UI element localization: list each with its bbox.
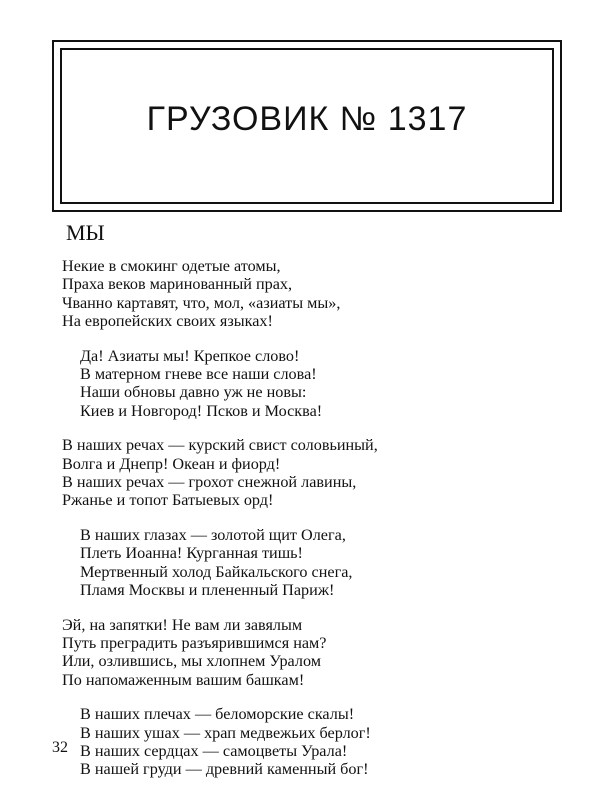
poem-line: На европейских своих языках! (62, 312, 273, 331)
poem-line: Некие в смокинг одетые атомы, (62, 257, 281, 275)
poem-line: В наших плечах — беломорские скалы! (80, 705, 355, 724)
stanza-1 (62, 257, 562, 331)
poem-line: По напомаженным вашим башкам! (62, 670, 305, 689)
stanza-3 (62, 436, 562, 510)
poem-line: В наших ушах — храп медвежьих берлог! (80, 723, 371, 742)
stanza-4 (62, 526, 562, 600)
poem-line: Плеть Иоанна! Курганная тишь! (80, 544, 303, 563)
poem-line: В матерном гневе все наши слова! (80, 365, 317, 384)
poem-line: Наши обновы давно уж не новы: (80, 383, 307, 402)
poem-line: В нашей груди — древний каменный бог! (80, 760, 369, 779)
poem-line: Эй, на запятки! Не вам ли завялым (62, 615, 303, 634)
poem-line: В наших речах — курский свист соловьиный, (62, 436, 378, 455)
poem-line: Или, озлившись, мы хлопнем Уралом (62, 652, 321, 671)
poem-line: В наших сердцах — самоцветы Урала! (80, 741, 348, 760)
poem-line: Пламя Москвы и плененный Париж! (80, 581, 335, 600)
poem-body (62, 257, 562, 795)
poem-line: В наших речах — грохот снежной лавины, (62, 473, 357, 492)
poem-line: В наших глазах — золотой щит Олега, (80, 525, 346, 544)
poem-line: Волга и Днепр! Океан и фиорд! (62, 454, 281, 473)
poem-line: Да! Азиаты мы! Крепкое слово! (80, 346, 300, 365)
page-number: 32 (52, 739, 68, 756)
chapter-title: ГРУЗОВИК № 1317 (146, 100, 468, 138)
stanza-6 (62, 705, 562, 779)
poem-line: Праха веков маринованный прах, (62, 275, 293, 294)
title-frame (52, 40, 562, 212)
poem-line: Мертвенный холод Байкальского снега, (80, 562, 353, 581)
poem-line: Киев и Новгород! Псков и Москва! (80, 401, 323, 420)
stanza-5 (62, 616, 562, 690)
poem-line: Ржанье и топот Батыевых орд! (62, 491, 274, 510)
poem-line: Путь преградить разъярившимся нам? (62, 633, 327, 652)
poem-line: Чванно картавят, что, мол, «азиаты мы», (62, 293, 341, 312)
stanza-2 (62, 347, 562, 421)
poem-title: МЫ (66, 220, 105, 245)
